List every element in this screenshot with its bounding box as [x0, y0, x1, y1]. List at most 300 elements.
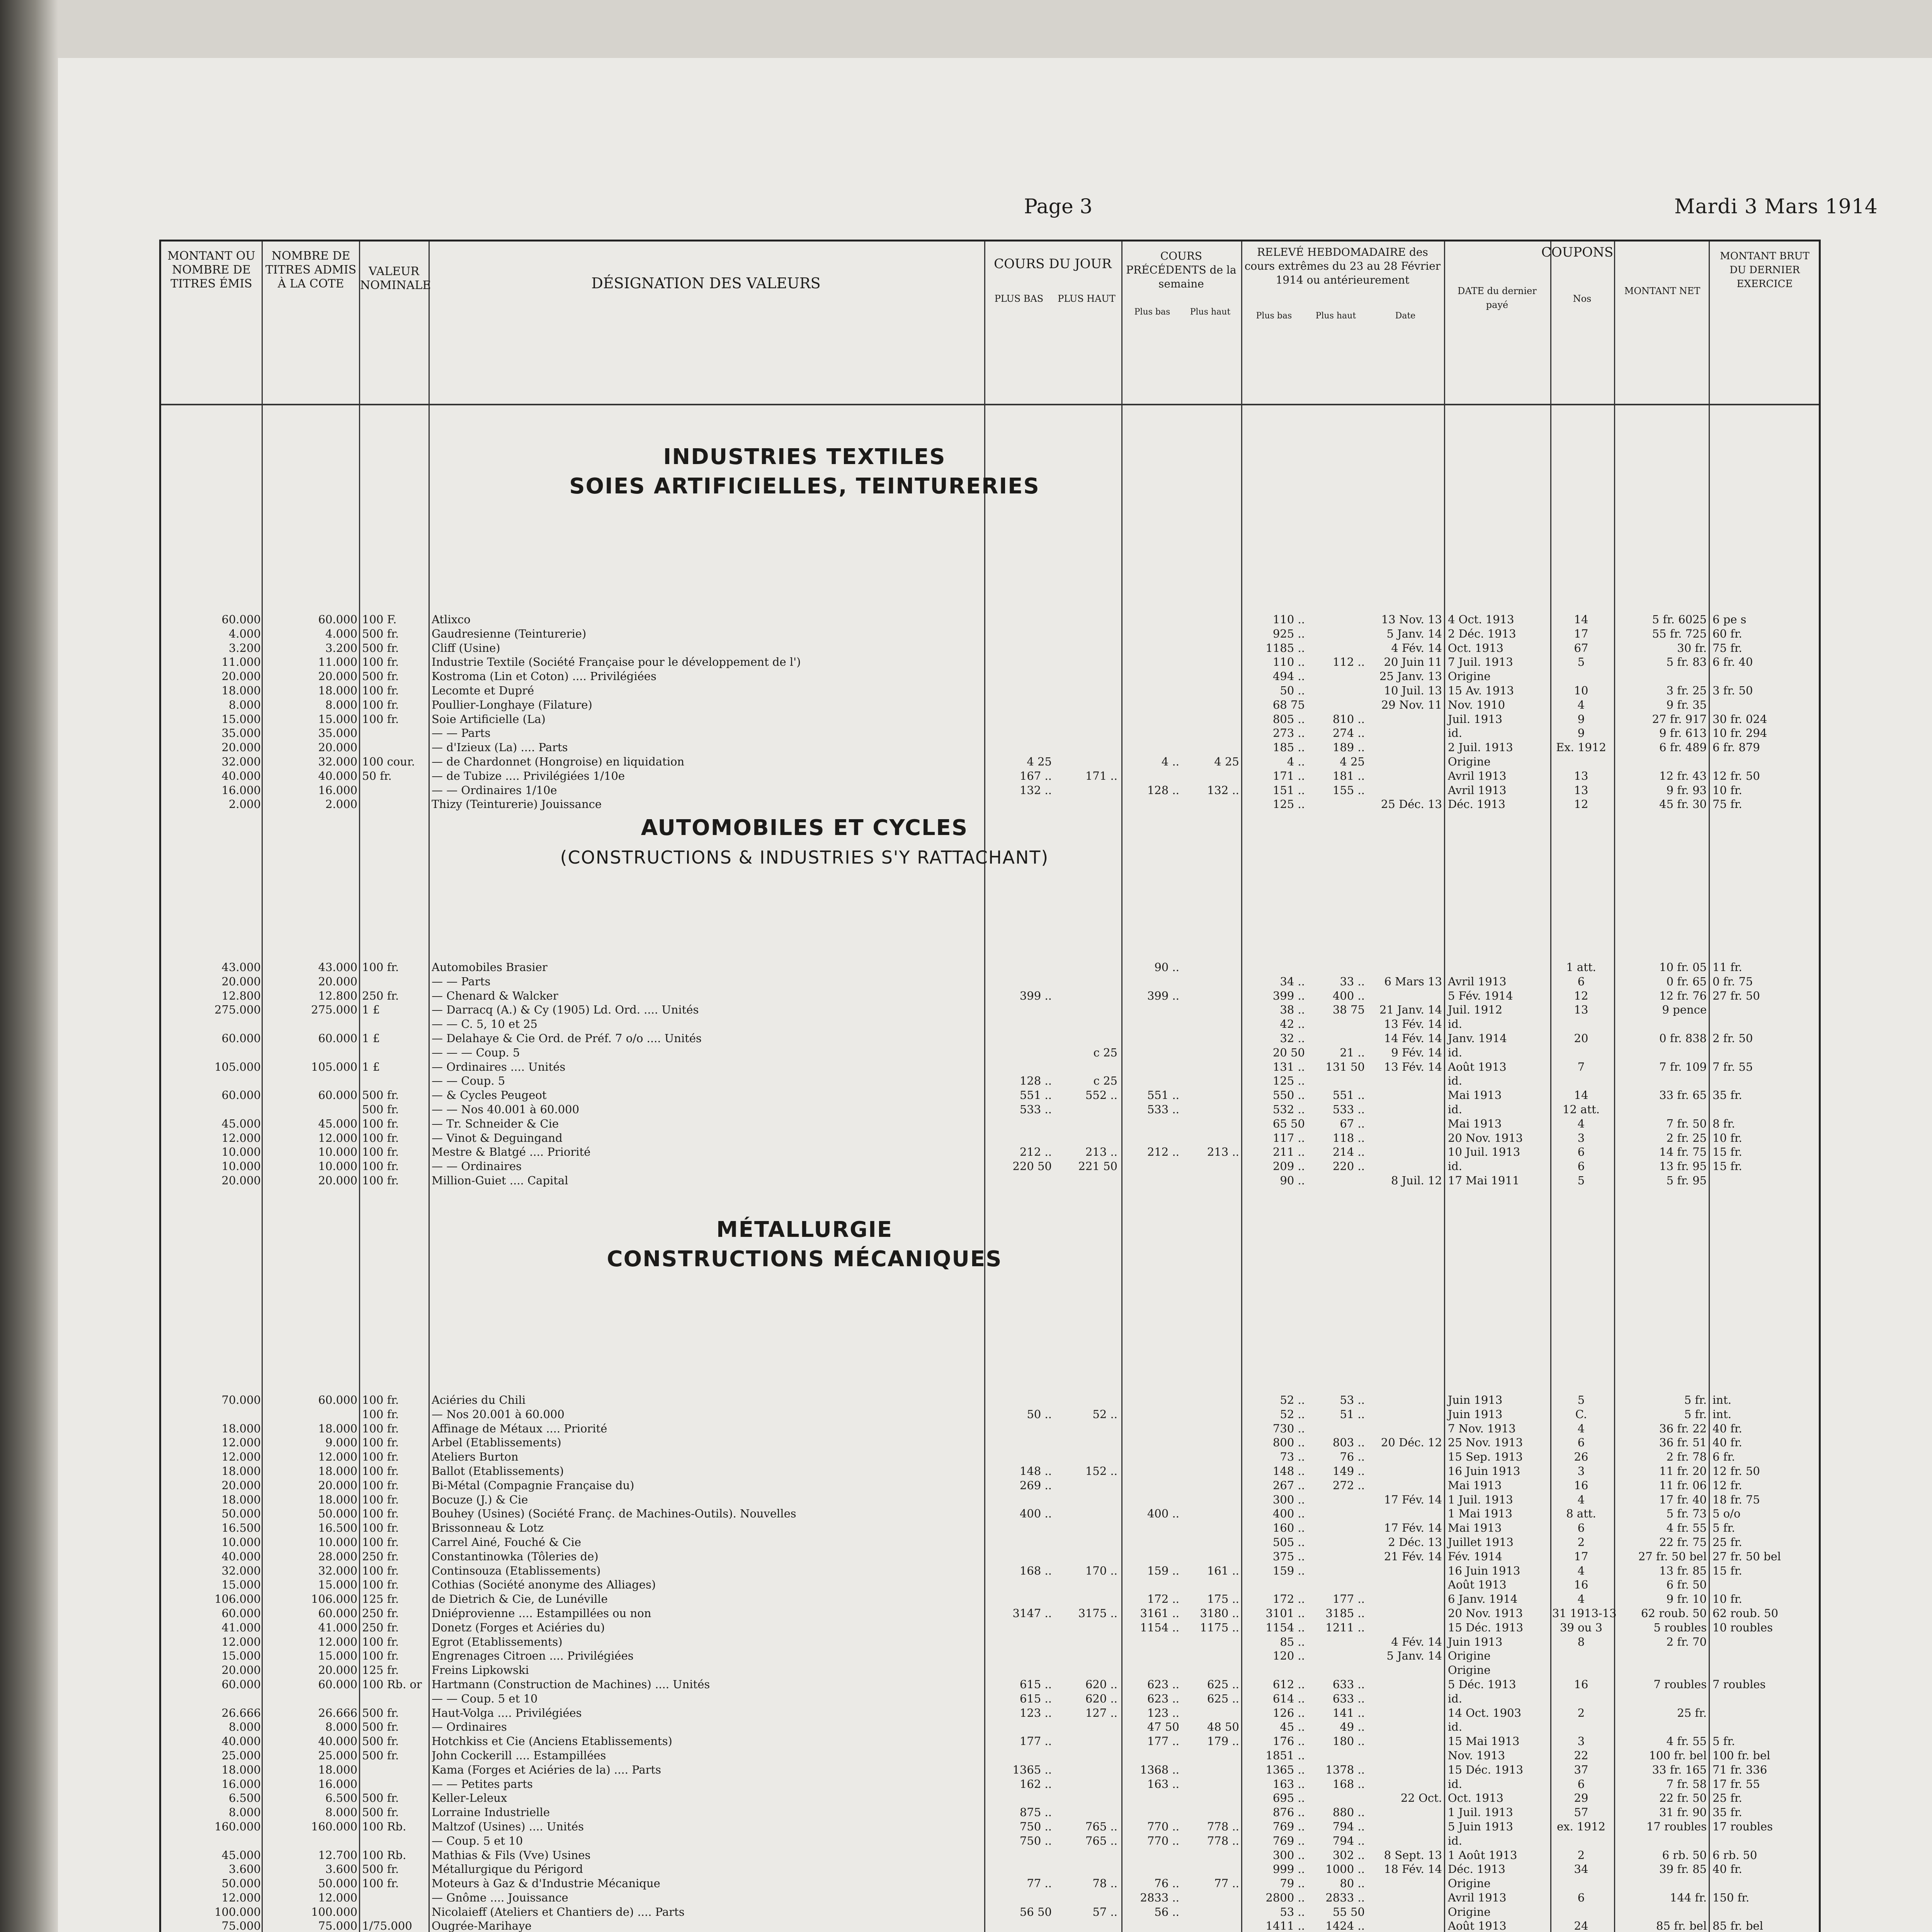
releve-bas-cell: 532 .. [1272, 1102, 1305, 1116]
montant-cell: 20.000 [221, 741, 261, 754]
releve-bas-cell: 769 .. [1272, 1834, 1305, 1847]
releve-bas-cell: 1851 .. [1265, 1748, 1305, 1762]
cours-haut-cell: 52 .. [1092, 1407, 1117, 1421]
valeur-cell: 1/75.000 [362, 1919, 412, 1932]
designation-cell: — — Parts [432, 726, 491, 740]
montant-cell: 20.000 [221, 1478, 261, 1492]
releve-bas-cell: 172 .. [1272, 1592, 1305, 1606]
montant-cell: 16.000 [221, 1777, 261, 1791]
coupon-net-cell: 9 pence [1662, 1003, 1707, 1017]
prec-haut-cell: 179 .. [1207, 1735, 1239, 1748]
coupon-date-cell: Avril 1913 [1448, 783, 1507, 797]
coupon-no-cell: 16 [1574, 1677, 1588, 1691]
table-row [161, 1407, 1819, 1422]
coupon-date-cell: Mai 1913 [1448, 1521, 1502, 1535]
prec-haut-cell: 48 50 [1207, 1720, 1239, 1734]
table-row [161, 1848, 1819, 1862]
brut-cell: 12 fr. 50 [1713, 769, 1760, 782]
releve-haut-cell: 1424 .. [1325, 1919, 1365, 1932]
coupon-net-cell: 7 fr. 50 [1666, 1117, 1707, 1130]
coupon-date-cell: 1 Mai 1913 [1448, 1507, 1512, 1520]
nombre-cell: 20.000 [318, 670, 357, 683]
coupon-no-cell: 3 [1577, 1131, 1585, 1145]
cours-bas-cell: 77 .. [1027, 1877, 1052, 1890]
designation-cell: — — — Coup. 5 [432, 1046, 520, 1059]
releve-bas-cell: 730 .. [1272, 1422, 1305, 1435]
valeur-cell: 500 fr. [362, 641, 399, 655]
designation-cell: Cliff (Usine) [432, 641, 500, 655]
table-row [161, 1564, 1819, 1578]
releve-haut-cell: 21 .. [1340, 1046, 1365, 1059]
coupon-no-cell: 6 [1577, 1436, 1585, 1449]
valeur-cell: 100 fr. [362, 1877, 399, 1890]
brut-cell: 25 fr. [1713, 1535, 1742, 1549]
nombre-cell: 20.000 [318, 1478, 357, 1492]
releve-date-cell: 22 Oct. [1400, 1791, 1442, 1805]
montant-cell: 41.000 [221, 1621, 261, 1634]
coupon-net-cell: 0 fr. 65 [1666, 975, 1707, 988]
document-page [58, 58, 1932, 1932]
coupon-no-cell: 14 [1574, 613, 1588, 626]
designation-cell: Bouhey (Usines) (Société Franç. de Machines-Outils). Nouvelles [432, 1507, 796, 1520]
coupon-date-cell: Avril 1913 [1448, 769, 1507, 782]
nombre-cell: 60.000 [318, 1606, 357, 1620]
designation-cell: — — Coup. 5 [432, 1074, 505, 1088]
nombre-cell: 60.000 [318, 1393, 357, 1406]
releve-haut-cell: 272 .. [1332, 1478, 1365, 1492]
designation-cell: — — Parts [432, 975, 491, 988]
coupon-no-cell: 34 [1574, 1862, 1588, 1876]
coupon-date-cell: Mai 1913 [1448, 1117, 1502, 1130]
coupon-net-cell: 5 fr. 73 [1666, 1507, 1707, 1520]
nombre-cell: 3.200 [325, 641, 357, 655]
cours-haut-cell: 765 .. [1085, 1820, 1117, 1833]
col-head-coupon-no: Nos [1573, 293, 1592, 304]
valeur-cell: 100 Rb. [362, 1820, 406, 1833]
brut-cell: 75 fr. [1713, 798, 1742, 811]
coupon-no-cell: 13 [1574, 783, 1588, 797]
valeur-cell: 250 fr. [362, 989, 399, 1002]
coupon-no-cell: 14 [1574, 1088, 1588, 1102]
table-row [161, 1088, 1819, 1102]
prec-haut-cell: 161 .. [1207, 1564, 1239, 1577]
coupon-net-cell: 36 fr. 22 [1659, 1422, 1707, 1435]
releve-bas-cell: 300 .. [1272, 1493, 1305, 1506]
prec-bas-cell: 212 .. [1147, 1145, 1179, 1159]
releve-bas-cell: 20 50 [1272, 1046, 1305, 1059]
coupon-net-cell: 3 fr. 25 [1666, 684, 1707, 697]
releve-haut-cell: 803 .. [1332, 1436, 1365, 1449]
running-header [205, 195, 1878, 226]
table-row [161, 1578, 1819, 1592]
coupon-date-cell: Août 1913 [1448, 1060, 1507, 1073]
nombre-cell: 8.000 [325, 1806, 357, 1819]
designation-cell: — — Petites parts [432, 1777, 533, 1791]
montant-cell: 32.000 [221, 1564, 261, 1577]
cours-bas-cell: 750 .. [1019, 1820, 1052, 1833]
coupon-no-cell: 9 [1577, 726, 1585, 740]
cours-bas-cell: 400 .. [1019, 1507, 1052, 1520]
brut-cell: 27 fr. 50 [1713, 989, 1760, 1002]
table-row [161, 1017, 1819, 1031]
coupon-date-cell: id. [1448, 1017, 1463, 1031]
section-rows [161, 960, 1819, 1188]
designation-cell: — Chenard & Walcker [432, 989, 558, 1002]
coupon-date-cell: Juin 1913 [1448, 1407, 1503, 1421]
releve-date-cell: 29 Nov. 11 [1381, 698, 1442, 711]
table-row [161, 1393, 1819, 1407]
montant-cell: 15.000 [221, 712, 261, 726]
valeur-cell: 100 fr. [362, 1464, 399, 1478]
coupon-date-cell: 15 Av. 1913 [1448, 684, 1514, 697]
designation-cell: Kama (Forges et Aciéries de la) .... Parts [432, 1763, 662, 1776]
coupon-no-cell: 4 [1577, 1592, 1585, 1606]
montant-cell: 18.000 [221, 1493, 261, 1506]
nombre-cell: 275.000 [311, 1003, 357, 1017]
releve-date-cell: 8 Sept. 13 [1384, 1848, 1442, 1862]
releve-bas-cell: 300 .. [1272, 1848, 1305, 1862]
releve-date-cell: 13 Fév. 14 [1384, 1060, 1442, 1073]
coupon-no-cell: 13 [1574, 1003, 1588, 1017]
coupon-net-cell: 9 fr. 10 [1666, 1592, 1707, 1606]
valeur-cell: 50 fr. [362, 769, 392, 782]
prec-haut-cell: 213 .. [1207, 1145, 1239, 1159]
releve-bas-cell: 612 .. [1272, 1677, 1305, 1691]
prec-bas-cell: 533 .. [1147, 1102, 1179, 1116]
releve-haut-cell: 80 .. [1340, 1877, 1365, 1890]
releve-date-cell: 17 Fév. 14 [1384, 1521, 1442, 1535]
designation-cell: Carrel Ainé, Fouché & Cie [432, 1535, 581, 1549]
releve-haut-cell: 220 .. [1332, 1160, 1365, 1173]
nombre-cell: 40.000 [318, 769, 357, 782]
designation-cell: — Nos 20.001 à 60.000 [432, 1407, 565, 1421]
table-row [161, 1734, 1819, 1748]
table-row [161, 1862, 1819, 1876]
table-row [161, 1748, 1819, 1763]
montant-cell: 18.000 [221, 1422, 261, 1435]
table-row [161, 726, 1819, 740]
nombre-cell: 75.000 [318, 1919, 357, 1932]
cours-bas-cell: 269 .. [1019, 1478, 1052, 1492]
coupon-no-cell: 17 [1574, 627, 1588, 640]
coupon-net-cell: 7 fr. 58 [1666, 1777, 1707, 1791]
releve-bas-cell: 3101 .. [1265, 1606, 1305, 1620]
releve-haut-cell: 49 .. [1340, 1720, 1365, 1734]
coupon-date-cell: 10 Juil. 1913 [1448, 1145, 1520, 1159]
nombre-cell: 60.000 [318, 613, 357, 626]
designation-cell: — Gnôme .... Jouissance [432, 1891, 568, 1904]
nombre-cell: 2.000 [325, 798, 357, 811]
coupon-net-cell: 85 fr. bel [1656, 1919, 1707, 1932]
releve-bas-cell: 50 .. [1280, 684, 1305, 697]
coupon-net-cell: 14 fr. 75 [1659, 1145, 1707, 1159]
coupon-net-cell: 100 fr. bel [1649, 1748, 1707, 1762]
coupon-date-cell: id. [1448, 1720, 1463, 1734]
coupon-no-cell: 6 [1577, 1777, 1585, 1791]
prec-bas-cell: 2833 .. [1140, 1891, 1179, 1904]
coupon-net-cell: 22 fr. 50 [1659, 1791, 1707, 1805]
table-row [161, 797, 1819, 811]
coupon-no-cell: 26 [1574, 1450, 1588, 1464]
releve-haut-cell: 131 50 [1325, 1060, 1365, 1073]
coupon-net-cell: 33 fr. 65 [1659, 1088, 1707, 1102]
montant-cell: 25.000 [221, 1748, 261, 1762]
table-row [161, 684, 1819, 698]
prec-bas-cell: 76 .. [1154, 1877, 1179, 1890]
valeur-cell: 250 fr. [362, 1549, 399, 1563]
releve-haut-cell: 1378 .. [1325, 1763, 1365, 1776]
cours-bas-cell: 615 .. [1019, 1692, 1052, 1705]
table-row [161, 1606, 1819, 1621]
montant-cell: 18.000 [221, 684, 261, 697]
releve-bas-cell: 925 .. [1272, 627, 1305, 640]
releve-haut-cell: 551 .. [1332, 1088, 1365, 1102]
montant-cell: 50.000 [221, 1507, 261, 1520]
montant-cell: 160.000 [214, 1820, 261, 1833]
coupon-no-cell: 4 [1577, 698, 1585, 711]
coupon-no-cell: ex. 1912 [1557, 1820, 1605, 1833]
table-row [161, 1919, 1819, 1932]
valeur-cell: 500 fr. [362, 627, 399, 640]
valeur-cell: 100 fr. [362, 1160, 399, 1173]
coupon-no-cell: 2 [1577, 1848, 1585, 1862]
montant-cell: 275.000 [214, 1003, 261, 1017]
coupon-date-cell: 20 Nov. 1913 [1448, 1606, 1523, 1620]
nombre-cell: 12.800 [318, 989, 357, 1002]
releve-haut-cell: 118 .. [1332, 1131, 1365, 1145]
coupon-net-cell: 27 fr. 50 bel [1638, 1549, 1707, 1563]
releve-haut-cell: 3185 .. [1325, 1606, 1365, 1620]
cours-bas-cell: 3147 .. [1012, 1606, 1052, 1620]
montant-cell: 12.800 [221, 989, 261, 1002]
releve-bas-cell: 1185 .. [1265, 641, 1305, 655]
coupon-no-cell: 6 [1577, 1521, 1585, 1535]
valeur-cell: 100 fr. [362, 1564, 399, 1577]
releve-bas-cell: 163 .. [1272, 1777, 1305, 1791]
table-row [161, 1507, 1819, 1521]
col-head-cours-prec: COURS PRÉCÉDENTS de la semaine [1126, 250, 1236, 290]
valeur-cell: 500 fr. [362, 1748, 399, 1762]
montant-cell: 6.500 [228, 1791, 261, 1805]
table-row [161, 1649, 1819, 1663]
coupon-date-cell: Août 1913 [1448, 1578, 1507, 1592]
prec-bas-cell: 123 .. [1147, 1706, 1179, 1719]
releve-bas-cell: 273 .. [1272, 726, 1305, 740]
releve-date-cell: 25 Déc. 13 [1381, 798, 1442, 811]
valeur-cell: 500 fr. [362, 1720, 399, 1734]
coupon-net-cell: 36 fr. 51 [1659, 1436, 1707, 1449]
cours-bas-cell: 168 .. [1019, 1564, 1052, 1577]
cours-haut-cell: 57 .. [1092, 1905, 1117, 1918]
col-head-designation: DÉSIGNATION DES VALEURS [591, 275, 821, 292]
designation-cell: Continsouza (Etablissements) [432, 1564, 601, 1577]
designation-cell: Arbel (Etablissements) [432, 1436, 561, 1449]
releve-bas-cell: 151 .. [1272, 783, 1305, 797]
coupon-net-cell: 5 fr. 83 [1666, 655, 1707, 669]
valeur-cell: 500 fr. [362, 1806, 399, 1819]
brut-cell: 15 fr. [1713, 1160, 1742, 1173]
table-row [161, 755, 1819, 769]
prec-bas-cell: 1154 .. [1140, 1621, 1179, 1634]
designation-cell: Hartmann (Construction de Machines) .... Unités [432, 1677, 710, 1691]
montant-cell: 16.500 [221, 1521, 261, 1535]
designation-cell: Nicolaieff (Ateliers et Chantiers de) .... Parts [432, 1905, 685, 1918]
cours-bas-cell: 50 .. [1027, 1407, 1052, 1421]
coupon-net-cell: 4 fr. 55 [1666, 1735, 1707, 1748]
table-row [161, 1820, 1819, 1834]
table-row [161, 1074, 1819, 1088]
col-head-coupons: COUPONS [1541, 245, 1614, 260]
table-row [161, 1805, 1819, 1820]
nombre-cell: 60.000 [318, 1088, 357, 1102]
valeur-cell: 100 fr. [362, 1117, 399, 1130]
col-head-releve-date: Date [1395, 311, 1416, 321]
valeur-cell: 100 fr. [362, 1493, 399, 1506]
valeur-cell: 500 fr. [362, 1088, 399, 1102]
releve-bas-cell: 375 .. [1272, 1549, 1305, 1563]
col-head-coupon-net: MONTANT NET [1624, 286, 1701, 296]
nombre-cell: 45.000 [318, 1117, 357, 1130]
releve-bas-cell: 110 .. [1272, 655, 1305, 669]
table-row [161, 1720, 1819, 1734]
coupon-no-cell: 67 [1574, 641, 1588, 655]
table-row [161, 1692, 1819, 1706]
brut-cell: 0 fr. 75 [1713, 975, 1753, 988]
col-head-prec-bas: Plus bas [1134, 307, 1170, 317]
releve-haut-cell: 51 .. [1340, 1407, 1365, 1421]
prec-bas-cell: 56 .. [1154, 1905, 1179, 1918]
cours-haut-cell: 170 .. [1085, 1564, 1117, 1577]
cours-haut-cell: 221 50 [1078, 1160, 1117, 1173]
coupon-net-cell: 2 fr. 70 [1666, 1635, 1707, 1648]
releve-haut-cell: 76 .. [1340, 1450, 1365, 1464]
releve-haut-cell: 155 .. [1332, 783, 1365, 797]
coupon-net-cell: 4 fr. 55 [1666, 1521, 1707, 1535]
releve-bas-cell: 131 .. [1272, 1060, 1305, 1073]
releve-haut-cell: 55 50 [1332, 1905, 1365, 1918]
montant-cell: 12.000 [221, 1436, 261, 1449]
valeur-cell: 100 fr. [362, 1450, 399, 1464]
cours-haut-cell: c 25 [1093, 1046, 1117, 1059]
releve-bas-cell: 211 .. [1272, 1145, 1305, 1159]
designation-cell: Industrie Textile (Société Française pour le développement de l') [432, 655, 801, 669]
designation-cell: Keller-Leleux [432, 1791, 507, 1805]
valeur-cell: 250 fr. [362, 1606, 399, 1620]
table-row [161, 1145, 1819, 1159]
nombre-cell: 18.000 [318, 1493, 357, 1506]
designation-cell: Million-Guiet .... Capital [432, 1173, 568, 1187]
releve-haut-cell: 1211 .. [1325, 1621, 1365, 1634]
valeur-cell: 100 fr. [362, 698, 399, 711]
releve-bas-cell: 176 .. [1272, 1735, 1305, 1748]
releve-haut-cell: 4 25 [1340, 755, 1365, 768]
valeur-cell: 100 F. [362, 613, 397, 626]
releve-bas-cell: 550 .. [1272, 1088, 1305, 1102]
col-head-releve-haut: Plus haut [1315, 311, 1356, 321]
coupon-date-cell: Déc. 1913 [1448, 798, 1505, 811]
montant-cell: 20.000 [221, 1173, 261, 1187]
releve-bas-cell: 267 .. [1272, 1478, 1305, 1492]
coupon-net-cell: 5 fr. [1684, 1393, 1707, 1406]
releve-bas-cell: 769 .. [1272, 1820, 1305, 1833]
releve-bas-cell: 695 .. [1272, 1791, 1305, 1805]
coupon-net-cell: 5 fr. 6025 [1652, 613, 1707, 626]
table-row [161, 641, 1819, 655]
coupon-no-cell: 8 att. [1566, 1507, 1596, 1520]
nombre-cell: 15.000 [318, 1649, 357, 1663]
nombre-cell: 12.000 [318, 1450, 357, 1464]
prec-bas-cell: 770 .. [1147, 1820, 1179, 1833]
designation-cell: — d'Izieux (La) .... Parts [432, 741, 568, 754]
coupon-no-cell: 10 [1574, 684, 1588, 697]
prec-haut-cell: 3180 .. [1200, 1606, 1239, 1620]
nombre-cell: 20.000 [318, 741, 357, 754]
section-title: AUTOMOBILES ET CYCLES [641, 815, 968, 840]
montant-cell: 60.000 [221, 1606, 261, 1620]
valeur-cell: 100 fr. [362, 1173, 399, 1187]
montant-cell: 43.000 [221, 961, 261, 974]
brut-cell: 8 fr. [1713, 1117, 1735, 1130]
table-row [161, 1535, 1819, 1549]
coupon-net-cell: 27 fr. 917 [1652, 712, 1707, 726]
table-row [161, 1706, 1819, 1720]
prec-haut-cell: 175 .. [1207, 1592, 1239, 1606]
table-row [161, 1464, 1819, 1478]
designation-cell: — — Ordinaires [432, 1160, 522, 1173]
coupon-date-cell: 6 Janv. 1914 [1448, 1592, 1518, 1606]
nombre-cell: 3.600 [325, 1862, 357, 1876]
designation-cell: Hotchkiss et Cie (Anciens Etablissements) [432, 1735, 672, 1748]
montant-cell: 20.000 [221, 1663, 261, 1677]
cours-haut-cell: 152 .. [1085, 1464, 1117, 1478]
table-row [161, 1131, 1819, 1145]
montant-cell: 32.000 [221, 755, 261, 768]
prec-bas-cell: 770 .. [1147, 1834, 1179, 1847]
releve-bas-cell: 117 .. [1272, 1131, 1305, 1145]
table-row [161, 1521, 1819, 1535]
coupon-date-cell: Août 1913 [1448, 1919, 1507, 1932]
releve-date-cell: 8 Juil. 12 [1391, 1173, 1442, 1187]
cours-bas-cell: 875 .. [1019, 1806, 1052, 1819]
montant-cell: 3.200 [228, 641, 261, 655]
coupon-date-cell: 17 Mai 1911 [1448, 1173, 1520, 1187]
designation-cell: Affinage de Métaux .... Priorité [432, 1422, 607, 1435]
nombre-cell: 18.000 [318, 684, 357, 697]
releve-bas-cell: 185 .. [1272, 741, 1305, 754]
releve-haut-cell: 149 .. [1332, 1464, 1365, 1478]
coupon-no-cell: 1 att. [1566, 961, 1596, 974]
coupon-no-cell: 29 [1574, 1791, 1588, 1805]
montant-cell: 50.000 [221, 1877, 261, 1890]
valeur-cell: 100 fr. [362, 1393, 399, 1406]
montant-cell: 8.000 [228, 1720, 261, 1734]
col-head-nombre: NOMBRE DE TITRES ADMIS À LA COTE [265, 249, 357, 291]
cours-bas-cell: 1365 .. [1012, 1763, 1052, 1776]
prec-bas-cell: 623 .. [1147, 1692, 1179, 1705]
cours-bas-cell: 551 .. [1019, 1088, 1052, 1102]
coupon-date-cell: id. [1448, 1777, 1463, 1791]
valeur-cell: 1 £ [362, 1003, 380, 1017]
designation-cell: Poullier-Longhaye (Filature) [432, 698, 592, 711]
brut-cell: 7 roubles [1713, 1677, 1766, 1691]
cours-bas-cell: 167 .. [1019, 769, 1052, 782]
cours-bas-cell: 177 .. [1019, 1735, 1052, 1748]
section-title: INDUSTRIES TEXTILES [663, 444, 946, 469]
designation-cell: Mestre & Blatgé .... Priorité [432, 1145, 591, 1159]
prec-haut-cell: 77 .. [1214, 1877, 1239, 1890]
table-row [161, 1891, 1819, 1905]
designation-cell: Ballot (Etablissements) [432, 1464, 564, 1478]
